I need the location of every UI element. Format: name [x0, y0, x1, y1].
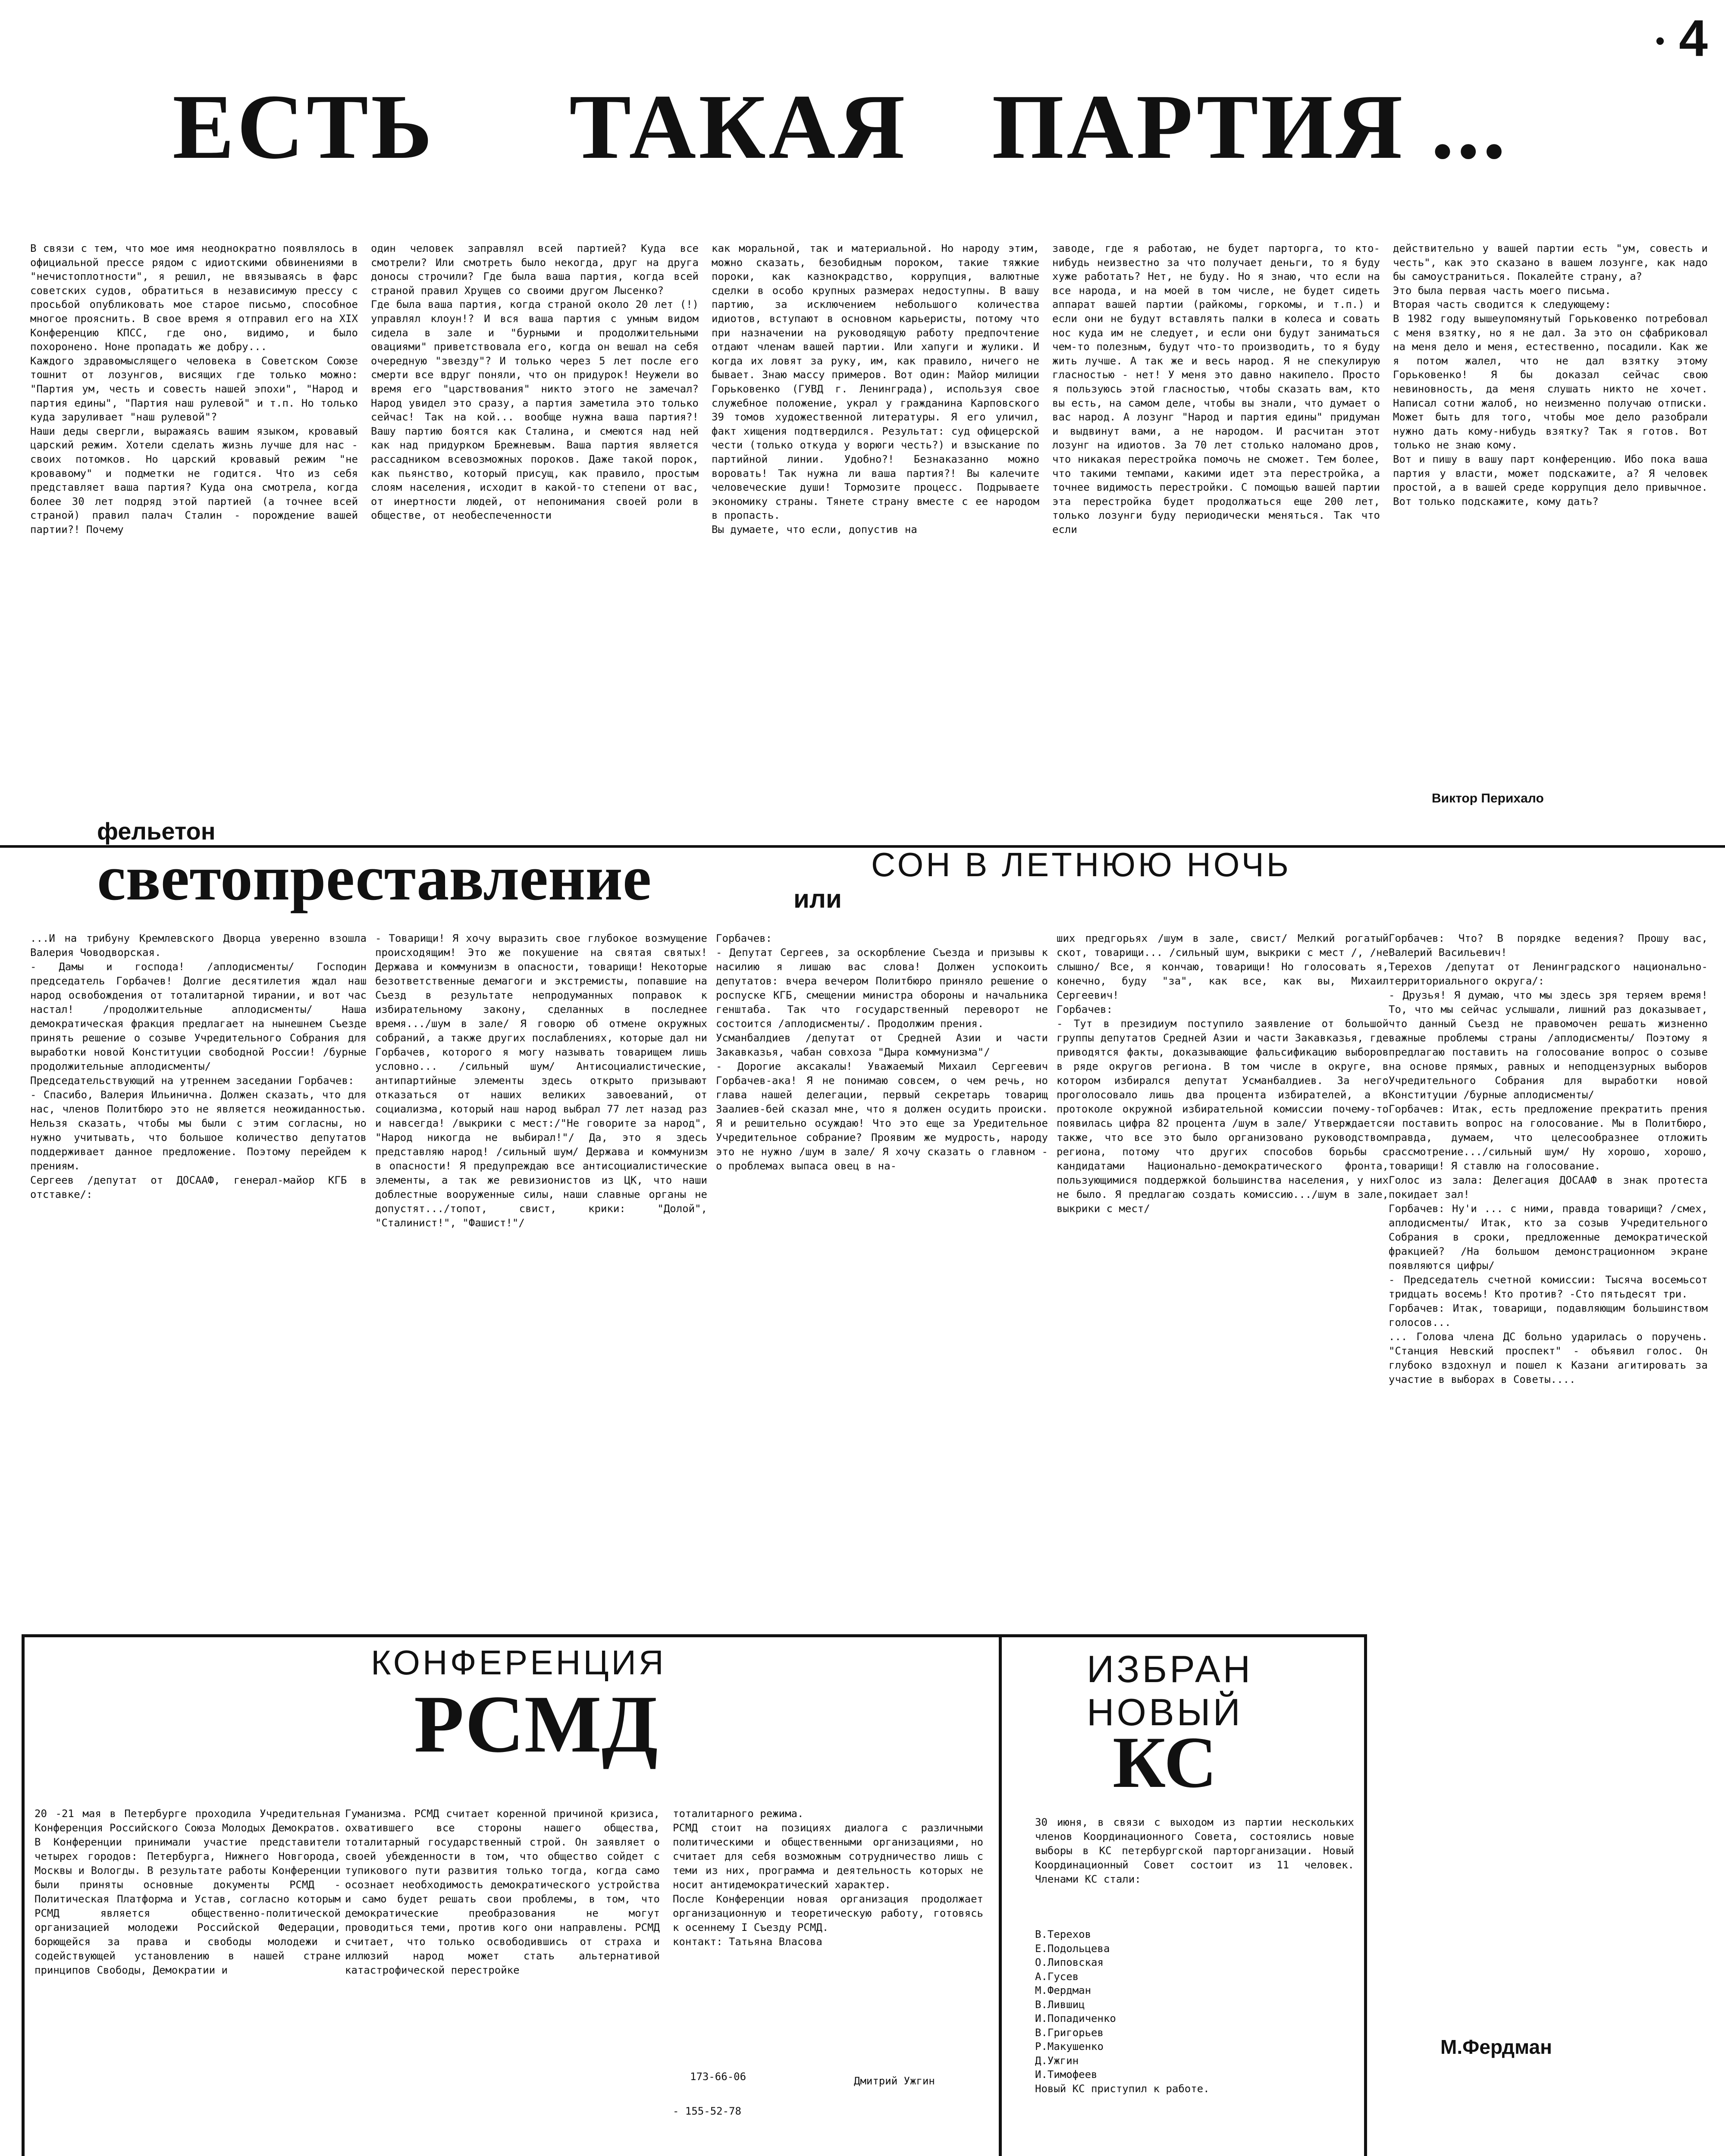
headline-word-2: ТАКАЯ — [569, 75, 908, 178]
feuilleton-subtitle: СОН В ЛЕТНЮЮ НОЧЬ — [871, 846, 1291, 884]
feuilleton-label: фельетон — [97, 818, 216, 845]
article-column-1: В связи с тем, что мое имя неоднократно появлялось в официальной прессе рядом с идиотскими обвинениями в "нечистоплотности", я решил, не ввязываясь в фарс советских судов, обратиться в независимую прессу с просьбой опубликовать мое старое письмо, способное многое прояснить. В свое время я отправил его на XIX Конференцию КПСС, где оно, видимо, и было похоронено. Ноне пропадать же добру... Каждого здравомыслящего человека в Советском Союзе тошнит от лозунгов, висящих где только можно: "Партия ум, честь и совесть нашей эпохи", "Народ и партия едины", "Партия наш рулевой" и т.п. Но только куда заруливает "наш рулевой"? Наши деды свергли, выражаясь вашим языком, кровавый царский режим. Хотели сделать жизнь лучше для нас - своих потомков. Но царский кровавый режим "не кровавому" и подметки не годится. Что из себя представляет ваша партия? Куда она смотрела, когда более 30 лет подряд этой партией (а точнее всей страной) правил палач Сталин - порождение вашей партии?! Почему — [30, 242, 358, 536]
conference-phone-2: - 155-52-78 — [673, 2105, 741, 2117]
ks-member: М.Фердман — [1035, 1984, 1091, 1996]
ks-member: В.Григорьев — [1035, 2026, 1104, 2039]
conference-column-1: 20 -21 мая в Петербурге проходила Учредительная Конференция Российского Союза Молодых Демократов. В Конференции принимали участие представители четырех городов: Петербурга, Нижнего Новгорода, Москвы и Вологды. В результате работы Конференции были приняты основные документы РСМД - Политическая Платформа и Устав, согласно которым РСМД является общественно-политической организацией молодежи Российской Федерации, борющейся за права и свободы молодежи и содействующей установлению в нашей стране принципов Свободы, Демократии и — [34, 1808, 341, 1976]
feuilleton-signature: М.Фердман — [1440, 2036, 1552, 2058]
ks-member: О.Липовская — [1035, 1956, 1104, 1968]
article-signature: Виктор Перихало — [1432, 791, 1544, 805]
ks-member: И.Попадиченко — [1035, 2012, 1116, 2024]
page-number-dot: • — [1655, 26, 1665, 55]
ks-member: И.Тимофеев — [1035, 2068, 1098, 2081]
ks-caption-line-2: НОВЫЙ — [1087, 1691, 1243, 1733]
headline-word-3: ПАРТИЯ ... — [992, 75, 1509, 178]
feuilleton-conjunction: или — [794, 884, 842, 913]
box-divider — [999, 1634, 1002, 2156]
ks-text: 30 июня, в связи с выходом из партии нескольких членов Координационного Совета, состоялись новые выборы в КС петербургской парторганизации. Новый Координационный Совет состоит из 11 человек. Членами КС стали: — [1035, 1816, 1354, 1885]
page-number: 4 — [1679, 9, 1708, 67]
ks-caption-line-1: ИЗБРАН — [1087, 1648, 1253, 1690]
ks-member: В.Терехов — [1035, 1928, 1091, 1940]
ks-member: Д.Ужгин — [1035, 2054, 1079, 2067]
feuilleton-column-3: Горбачев: - Депутат Сергеев, за оскорбление Съезда и призывы к насилию я лишаю вас слова! Должен успокоить депутатов: вчера вечером Политбюро приняло решение о роспуске КГБ, смещении министра обороны и начальника генштаба. Так что государственный переворот не состоится /аплодисменты/. Продолжим прения. Усманбалдиев /депутат от Средней Азии и части Закавказья, чабан совхоза "Дыра коммунизма"/ - Дорогие аксакалы! Уважаемый Михаил Сергеевич Горбачев-ака! Я не понимаю совсем, о чем речь, но глава нашей делегации, первый секретарь товарищ Заалиев-бей сказал мне, что я должен осудить происки. Я и решительно осуждаю! Что это еще за Уредительное Учредительное собрание? Проявим же мудрость, народу это не нужно /шум в зале/ Я хочу сказать о главном - о проблемах выпаса овец в на- — [716, 932, 1048, 1172]
ks-member-list — [1035, 1927, 1210, 2096]
ks-member: Е.Подольцева — [1035, 1942, 1110, 1955]
article-column-4: заводе, где я работаю, не будет парторга, то кто-нибудь неизвестно за что получает деньги, то я буду хуже работать? Нет, не буду. Но я знаю, что если на все народа, и на моей в том числе, не будет сидеть аппарат вашей партии (райкомы, горкомы, и т.п.) и если они не будут вставлять палки в колеса и совать нос куда им не следует, и если они будут заниматься чем-то полезным, будут что-то производить, то я буду жить лучше. А так же и весь народ. Я не спекулирую гласностью - нет! У меня это давно накипело. Просто я пользуюсь этой гласностью, чтобы сказать вам, кто вы есть, на самом деле, чтобы вы знали, что думает о вас народ. А лозунг "Народ и партия едины" придуман и выдвинут вами, а не народом. И расчитан этот лозунг на идиотов. За 70 лет столько наломано дров, что никакая перестройка помочь не сможет. Тем более, что такими темпами, какими идет эта перестройка, а точнее видимость перестройки. С помощью вашей партии эта перестройка будет продолжаться еще 200 лет, только лозунги буду периодически меняться. Так что если — [1052, 242, 1380, 536]
article-column-2: один человек заправлял всей партией? Куда все смотрели? Или смотреть было некогда, друг на друга доносы строчили? Где была ваша партия, когда всей страной правил Хрущев со своими другом Лысенко? Где была ваша партия, когда страной около 20 лет (!) управлял клоун!? И вся ваша партия с умным видом сидела в зале и "бурными и продолжительными овациями" приветствовала его, когда он вешал на себя очередную "звезду"? И только через 5 лет после его смерти все вдруг поняли, что он придурок! Неужели во время его "царствования" никто этого не замечал? Народ увидел это сразу, а партия заметила это только сейчас! Так на кой... вообще нужна ваша партия?! Вашу партию боятся как Сталина, и смеются над ней как над придурком Брежневым. Ваша партия является рассадником всевозможных пороков. Даже такой порок, как пьянство, который присущ, как правило, простым слоям населения, исходит в какой-то степени от вас, от инертности людей, от непонимания своей роли в обществе, от необеспеченности — [371, 242, 699, 522]
ks-member: Р.Макушенко — [1035, 2040, 1104, 2053]
ks-member: А.Гусев — [1035, 1970, 1079, 1983]
feuilleton-column-5: Горбачев: Что? В порядке ведения? Прошу вас, Валерий Васильевич! Терехов /депутат от Ленинградского национально-территориального округа/: - Друзья! Я думаю, что мы здесь зря теряем время! То, что мы сейчас услышали, лишний раз доказывает, что данный Съезд не правомочен решать жизненно важные проблемы страны /аплодисменты/ Поэтому я предлагаю поставить на голосование вопрос о созыве на основе прямых, равных и неподцензурных выборов Учредительного Собрания для выработки новой Конституции /бурные аплодисменты/ Горбачев: Итак, есть предложение прекратить прения и поставить вопрос на голосование. Мы в Политбюро, правда, думаем, что целесообразнее отложить рассмотрение.../сильный шум/ Ну хорошо, хорошо, товарищи! Я ставлю на голосование. Голос из зала: Делегация ДОСААФ в знак протеста покидает зал! Горбачев: Ну'и ... с ними, правда товарищи? /смех, аплодисменты/ Итак, кто за созыв Учредительного Собрания в сроки, предложенные демократической фракцией? /На большом демонстрационном экране появляются цифры/ - Председатель счетной комиссии: Тысяча восемьсот тридцать восемь! Кто против? -Сто пятьдесят три. Горбачев: Итак, товарищи, подавляющим большинством голосов... ... Голова члена ДС больно ударилась о поручень. "Станция Невский проспект" - объявил голос. Он глубоко вздохнул и пошел к Казани агитировать за участие в выборах в Советы.... — [1389, 932, 1708, 1385]
ks-title: КС — [1113, 1722, 1217, 1803]
conference-phone-1: 173-66-06 — [690, 2071, 746, 2083]
ks-member: В.Лившиц — [1035, 1998, 1085, 2011]
conference-signature: Дмитрий Ужгин — [854, 2075, 935, 2087]
conference-caption: КОНФЕРЕНЦИЯ — [371, 1643, 666, 1682]
conference-column-3: тоталитарного режима. РСМД стоит на позициях диалога с различными политическими и общественными организациями, но считает для себя возможным сотрудничество лишь с теми из них, программа и деятельность которых не носит антидемократический характер. После Конференции новая организация продолжает организационную и теоретическую работу, готовясь к осеннему I Съезду РСМД. контакт: Татьяна Власова — [673, 1808, 983, 1948]
conference-title: РСМД — [414, 1679, 658, 1770]
article-column-5: действительно у вашей партии есть "ум, совесть и честь", как это сказано в вашем лозунге, как надо бы самоустраниться. Покалейте страну, а? Это была первая часть моего письма. Вторая часть сводится к следующему: В 1982 году вышеупомянутый Горьковенко потребовал с меня взятку, но я не дал. За это он сфабриковал на меня дело и меня, естественно, посадили. Как же я потом жалел, что не дал взятку этому Горьковенко! Я бы доказал сейчас свою невиновность, да меня слушать никто не хочет. Написал сотни жалоб, но неизменно получаю отписки. Может быть для того, чтобы мое дело разобрали нужно дать кому-нибудь взятку? Так я готов. Вот только не знаю кому. Вот и пишу в вашу парт конференцию. Ибо пока ваша партия у власти, может подскажите, а? Я человек простой, а в вашей среде коррупция дело привычное. Вот только подскажите, кому дать? — [1393, 242, 1708, 508]
article-column-3: как моральной, так и материальной. Но народу этим, можно сказать, безобидным пороком, такие тяжкие пороки, как казнокрадство, коррупция, валютные сделки в особо крупных размерах недоступны. В вашу партию, за исключением небольшого количества идиотов, вступают в основном карьеристы, потому что при назначении на руководящую работу предпочтение отдают членам вашей партии. Или хапуги и жулики. И когда их ловят за руку, им, как правило, ничего не бывает. Знаю массу примеров. Вот один: Майор милиции Горьковенко (ГУВД г. Ленинграда), используя свое служебное положение, украл у гражданина Карповского 39 томов художественной литературы. Я его уличил, факт хищения подтвердился. Результат: суд офицерской чести (только откуда у ворюги честь?) и взыскание по партийной линии. Удобно?! Безнаказанно можно воровать! Так нужна ли ваша партия?! Вы калечите человеческие души! Тормозите процесс. Подрываете экономику страны. Тянете страну вместе с ее народом в пропасть. Вы думаете, что если, допустив на — [712, 242, 1039, 536]
ks-footer: Новый КС приступил к работе. — [1035, 2082, 1210, 2095]
headline-word-1: ЕСТЬ — [172, 75, 435, 178]
feuilleton-column-2: - Товарищи! Я хочу выразить свое глубокое возмущение происходящим! Это же покушение на святая святых! Держава и коммунизм в опасности, товарищи! Некоторые безответственные демагоги и экстремисты, попавшие на Съезд в результате непродуманных поправок к избирательному закону, сделанных в последнее время.../шум в зале/ Я говорю об отмене окружных собраний, а также других послаблениях, которые дал ни Горбачев, которого я могу называть товарищем лишь условно... /сильный шум/ Антисоциалистические, антипартийные элементы здесь открыто призывают отказаться от наших великих завоеваний, от социализма, который наш народ выбрал 77 лет назад раз и навсегда! /выкрики с мест:/"Не говорите за народ", "Народ никогда не выбирал!"/ Да, это я здесь представляю народ! /сильный шум/ Держава и коммунизм в опасности! Я предупреждаю все антисоциалистические элементы, а так же ревизионистов из ЦК, что наши доблестные вооруженные силы, наши славные органы не допустят.../топот, свист, крики: "Долой", "Сталинист!", "Фашист!"/ — [375, 932, 707, 1229]
feuilleton-column-1: ...И на трибуну Кремлевского Дворца уверенно взошла Валерия Човодворская. - Дамы и господа! /аплодисменты/ Господин председатель Горбачев! Долгие десятилетия ждал наш народ освобождения от тоталитарной тирании, и вот час настал! /продолжительные аплодисменты/ Наша демократическая фракция предлагает на нынешнем Съезде принять решение о созыве Учредительного Собрания для выработки новой Конституции свободной России! /бурные продолжительные аплодисменты/ Председательствующий на утреннем заседании Горбачев: - Спасибо, Валерия Ильинична. Должен сказать, что для нас, членов Политбюро это не является неожиданностью. Нельзя сказать, чтобы мы были с этим согласны, но нужно учитывать, что большое количество депутатов поддерживает данное предложение. Поэтому перейдем к прениям. Сергеев /депутат от ДОСААФ, генерал-майор КГБ в отставке/: — [30, 932, 367, 1200]
conference-column-2: Гуманизма. РСМД считает коренной причиной кризиса, охватившего все стороны нашего общества, тоталитарный государственный строй. Он заявляет о своей убежденности в том, что общество сойдет с тупикового пути развития только тогда, когда само осознает необходимость демократического устройства и само будет решать свои проблемы, в том, что демократические преобразования не могут проводиться теми, против кого они направлены. РСМД считает, что только освободившись от страха и иллюзий народ может стать альтернативой катастрофической перестройке — [345, 1808, 660, 1976]
feuilleton-column-4: ших предгорьях /шум в зале, свист/ Мелкий рогатый скот, товарищи... /сильный шум, выкрики с мест /, /не слышно/ Все, я кончаю, товарищи! Но голосовать я, конечно, буду "за", как все, как вы, Михаил Сергеевич! Горбачев: - Тут в президиум поступило заявление от большой группы депутатов Средней Азии и части Закавказья, где приводятся факты, доказывающие фальсификацию выборов в ряде округов региона. В том числе в округе, в котором избирался депутат Усманбалдиев. За него проголосовало лишь два процента избирателей, а в протоколе окружной избирательной комиссии почему-то появилась цифра 82 процента /шум в зале/ Утверждается также, что все это было организовано руководством региона, потому что других способов борьбы с кандидатами Национально-демократического фронта, пользующимися поддержкой большинства населения, у них не было. Я предлагаю создать комиссию.../шум в зале, выкрики с мест/ — [1057, 932, 1389, 1215]
feuilleton-title: светопреставление — [97, 842, 652, 914]
